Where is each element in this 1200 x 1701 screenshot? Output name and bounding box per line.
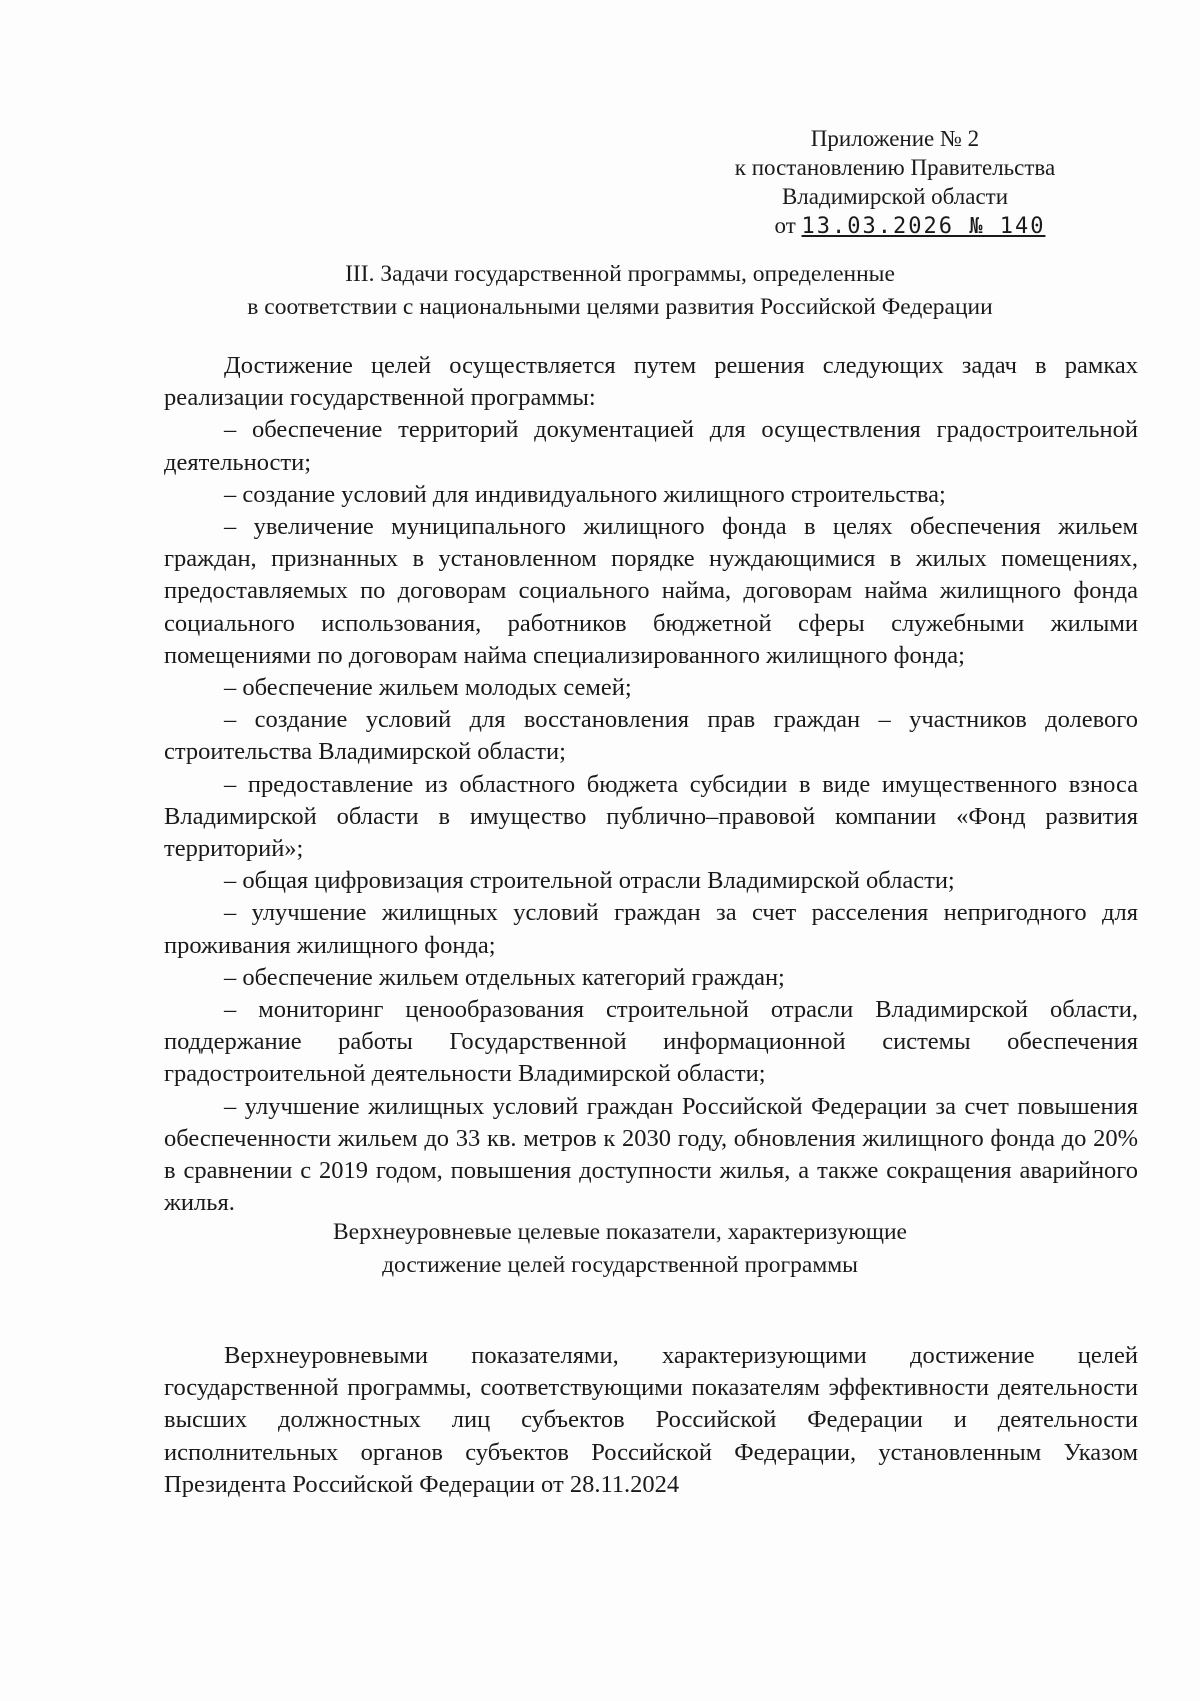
task-item: – увеличение муниципального жилищного фонда в целях обеспечения жильем граждан, признанных в установленном порядке нуждающимися в жилых помещениях, предоставляемых по договорам социального найма, договорам найма жилищного фонда социального использования, работников бюджетной сферы служебными жилыми помещениями по договорам найма специализированного жилищного фонда;: [164, 513, 1138, 669]
indicators-title-line1: Верхнеуровневые целевые показатели, характеризующие: [333, 1219, 907, 1245]
task-item: – обеспечение жильем отдельных категорий граждан;: [224, 963, 785, 991]
order-date-number: 13.03.2026 № 140: [801, 214, 1046, 239]
appendix-region: Владимирской области: [781, 184, 1009, 209]
task-item: – создание условий для восстановления прав граждан – участников долевого строительства Владимирской области;: [164, 706, 1138, 766]
appendix-header: [700, 124, 1090, 241]
task-item: – общая цифровизация строительной отрасли Владимирской области;: [224, 867, 955, 895]
order-reference: [730, 211, 1090, 241]
appendix-title: Приложение № 2: [810, 126, 980, 151]
indicators-paragraph: Верхнеуровневыми показателями, характеризующими достижение целей государственной программы, соответствующими показателям эффективности деятельности высших должностных лиц субъектов Российской Федерации и деятельности исполнительных органов субъектов Российской Федерации, установленным Указом Президента Российской Федерации от 28.11.2024: [164, 1342, 1138, 1498]
appendix-resolution: к постановлению Правительства: [734, 155, 1056, 180]
task-item: – обеспечение территорий документацией для осуществления градостроительной деятельности;: [164, 416, 1138, 476]
task-item: – улучшение жилищных условий граждан за счет расселения непригодного для проживания жилищного фонда;: [164, 899, 1138, 959]
order-prefix: от: [774, 213, 796, 238]
task-item: – обеспечение жильем молодых семей;: [224, 674, 632, 702]
indicators-heading: [160, 1216, 1080, 1282]
indicators-title-line2: достижение целей государственной программы: [382, 1252, 858, 1278]
section-3-title-line1: III. Задачи государственной программы, определенные: [345, 261, 895, 287]
task-item: – мониторинг ценообразования строительной отрасли Владимирской области, поддержание работы Государственной информационной системы обеспечения градостроительной деятельности Владимирской области;: [164, 996, 1138, 1088]
intro-paragraph: Достижение целей осуществляется путем решения следующих задач в рамках реализации государственной программы:: [164, 352, 1138, 412]
indicators-body: [164, 1340, 1138, 1501]
task-item: – создание условий для индивидуального жилищного строительства;: [224, 480, 946, 508]
section-3-heading: [160, 258, 1080, 324]
task-item: – улучшение жилищных условий граждан Российской Федерации за счет повышения обеспеченности жильем до 33 кв. метров к 2030 году, обновления жилищного фонда до 20% в сравнении с 2019 годом, повышения доступности жилья, а также сокращения аварийного жилья.: [164, 1092, 1138, 1217]
task-item: – предоставление из областного бюджета субсидии в виде имущественного взноса Владимирской области в имущество публично–правовой компании «Фонд развития территорий»;: [164, 770, 1138, 863]
section-3-body: [164, 350, 1138, 1219]
section-3-title-line2: в соответствии с национальными целями развития Российской Федерации: [247, 294, 993, 320]
